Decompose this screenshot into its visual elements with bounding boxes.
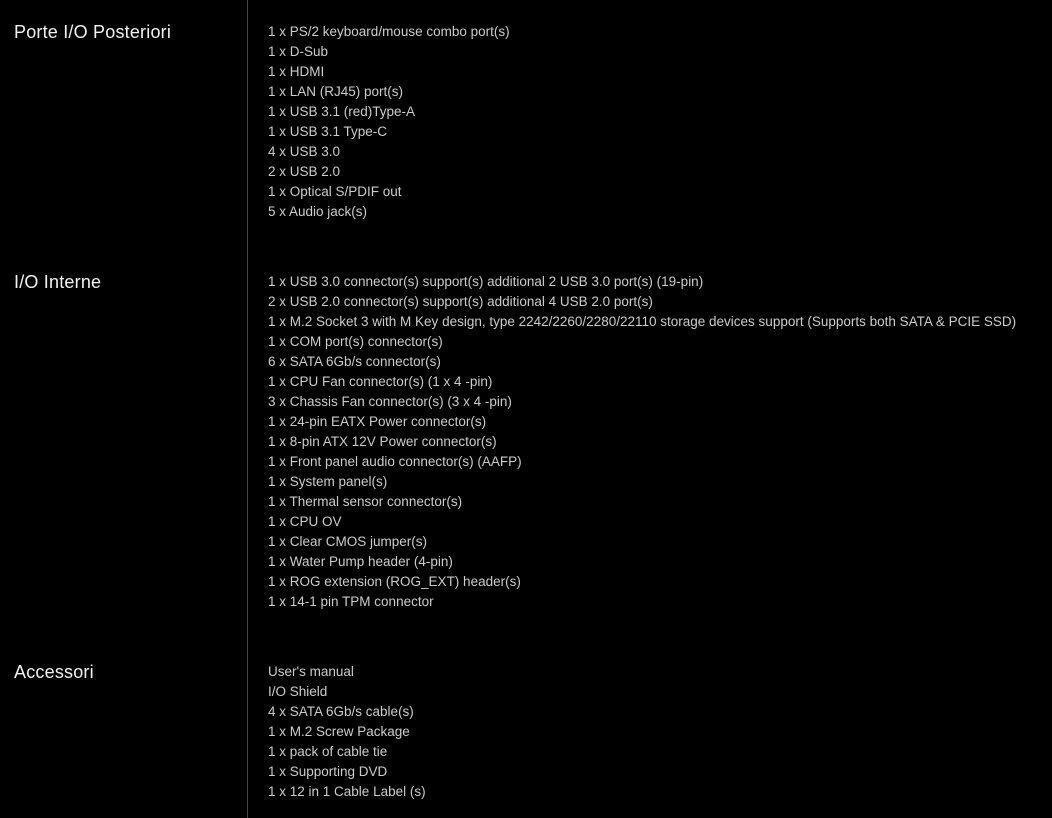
spec-item: 1 x ROG extension (ROG_EXT) header(s) (268, 574, 521, 589)
spec-item: 1 x Thermal sensor connector(s) (268, 494, 463, 509)
section-header-accessories: Accessori (14, 662, 94, 682)
spec-item: 1 x D-Sub (268, 44, 329, 59)
spec-item: 1 x USB 3.0 connector(s) support(s) additional 2 USB 3.0 port(s) (19-pin) (268, 274, 704, 289)
spec-item: 1 x CPU Fan connector(s) (1 x 4 -pin) (268, 374, 493, 389)
spec-row-rear-io (0, 0, 1052, 250)
section-items-accessories (247, 640, 1052, 818)
spec-row-accessories (0, 640, 1052, 818)
spec-item: 1 x PS/2 keyboard/mouse combo port(s) (268, 24, 510, 39)
spec-item: 1 x USB 3.1 (red)Type-A (268, 104, 416, 119)
spec-item: 1 x 12 in 1 Cable Label (s) (268, 784, 426, 799)
spec-item: 2 x USB 2.0 connector(s) support(s) additional 4 USB 2.0 port(s) (268, 294, 653, 309)
spec-row-internal-io (0, 250, 1052, 640)
spec-item: 1 x COM port(s) connector(s) (268, 334, 443, 349)
section-header-rear-io: Porte I/O Posteriori (14, 22, 172, 42)
section-header-internal-io: I/O Interne (14, 272, 102, 292)
spec-item: 4 x USB 3.0 (268, 144, 341, 159)
spec-item: 1 x LAN (RJ45) port(s) (268, 84, 404, 99)
spec-item: 1 x 24-pin EATX Power connector(s) (268, 414, 487, 429)
spec-item: 1 x USB 3.1 Type-C (268, 124, 388, 139)
section-items-rear-io (247, 0, 1052, 250)
spec-item: 1 x Clear CMOS jumper(s) (268, 534, 428, 549)
spec-item: 1 x System panel(s) (268, 474, 388, 489)
column-divider (247, 0, 248, 818)
spec-item: 1 x M.2 Socket 3 with M Key design, type 2242/2260/2280/22110 storage devices support (Supports both SATA & PCIE SSD) (268, 314, 1017, 329)
spec-item: 4 x SATA 6Gb/s cable(s) (268, 704, 414, 719)
spec-item: 1 x 14-1 pin TPM connector (268, 594, 434, 609)
spec-item: 2 x USB 2.0 (268, 164, 341, 179)
spec-item: 1 x Front panel audio connector(s) (AAFP) (268, 454, 522, 469)
spec-item: 1 x Water Pump header (4-pin) (268, 554, 453, 569)
spec-item: 1 x M.2 Screw Package (268, 724, 410, 739)
spec-item: 1 x HDMI (268, 64, 325, 79)
spec-item: 5 x Audio jack(s) (268, 204, 368, 219)
spec-item: 6 x SATA 6Gb/s connector(s) (268, 354, 441, 369)
spec-item: 1 x Supporting DVD (268, 764, 388, 779)
spec-item: 1 x CPU OV (268, 514, 342, 529)
spec-item: 1 x 8-pin ATX 12V Power connector(s) (268, 434, 497, 449)
spec-item: I/O Shield (268, 684, 328, 699)
spec-item: 1 x Optical S/PDIF out (268, 184, 402, 199)
spec-item: 1 x pack of cable tie (268, 744, 388, 759)
spec-item: User's manual (268, 664, 354, 679)
section-items-internal-io (247, 250, 1052, 640)
spec-item: 3 x Chassis Fan connector(s) (3 x 4 -pin) (268, 394, 512, 409)
